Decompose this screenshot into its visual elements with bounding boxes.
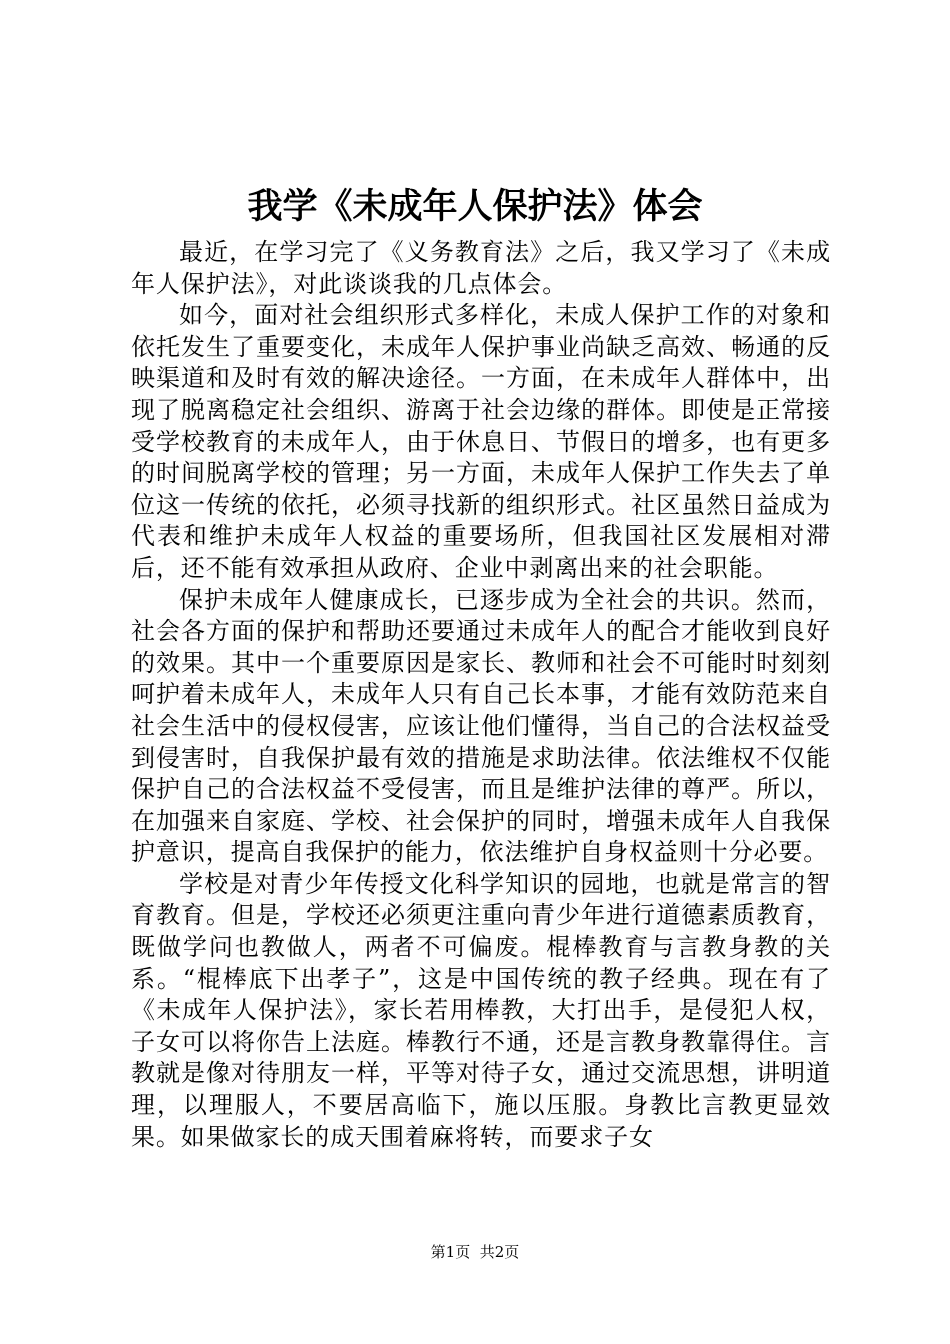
document-body [131,237,831,1153]
paragraph-4: 学校是对青少年传授文化科学知识的园地，也就是常言的智育教育。但是，学校还必须更注重向青少年进行道德素质教育，既做学问也教做人，两者不可偏废。棍棒教育与言教身教的关系。“棍棒底下出孝子”，这是中国传统的教子经典。现在有了《未成年人保护法》，家长若用棒教，大打出手，是侵犯人权，子女可以将你告上法庭。棒教行不通，还是言教身教靠得住。言教就是像对待朋友一样，平等对待子女，通过交流思想，讲明道理，以理服人，不要居高临下，施以压服。身教比言教更显效果。如果做家长的成天围着麻将转，而要求子女 [131,869,831,1151]
paragraph-1: 最近，在学习完了《义务教育法》之后，我又学习了《未成年人保护法》，对此谈谈我的几点体会。 [131,238,831,298]
page-number: 第1页 [430,1243,471,1261]
footer-spacer [470,1243,480,1261]
page-footer [0,1241,950,1263]
paragraph-2: 如今，面对社会组织形式多样化，未成人保护工作的对象和依托发生了重要变化，未成年人保护事业尚缺乏高效、畅通的反映渠道和及时有效的解决途径。一方面，在未成年人群体中，出现了脱离稳定社会组织、游离于社会边缘的群体。即使是正常接受学校教育的未成年人，由于休息日、节假日的增多，也有更多的时间脱离学校的管理；另一方面，未成年人保护工作失去了单位这一传统的依托，必须寻找新的组织形式。社区虽然日益成为代表和维护未成年人权益的重要场所，但我国社区发展相对滞后，还不能有效承担从政府、企业中剥离出来的社会职能。 [131,301,831,582]
document-title: 我学《未成年人保护法》体会 [247,186,703,227]
total-pages: 共2页 [479,1243,520,1261]
paragraph-3: 保护未成年人健康成长，已逐步成为全社会的共识。然而，社会各方面的保护和帮助还要通过未成年人的配合才能收到良好的效果。其中一个重要原因是家长、教师和社会不可能时时刻刻呵护着未成年人，未成年人只有自己长本事，才能有效防范来自社会生活中的侵权侵害，应该让他们懂得，当自己的合法权益受到侵害时，自我保护最有效的措施是求助法律。依法维权不仅能保护自己的合法权益不受侵害，而且是维护法律的尊严。所以，在加强来自家庭、学校、社会保护的同时，增强未成年人自我保护意识，提高自我保护的能力，依法维护自身权益则十分必要。 [131,585,831,867]
